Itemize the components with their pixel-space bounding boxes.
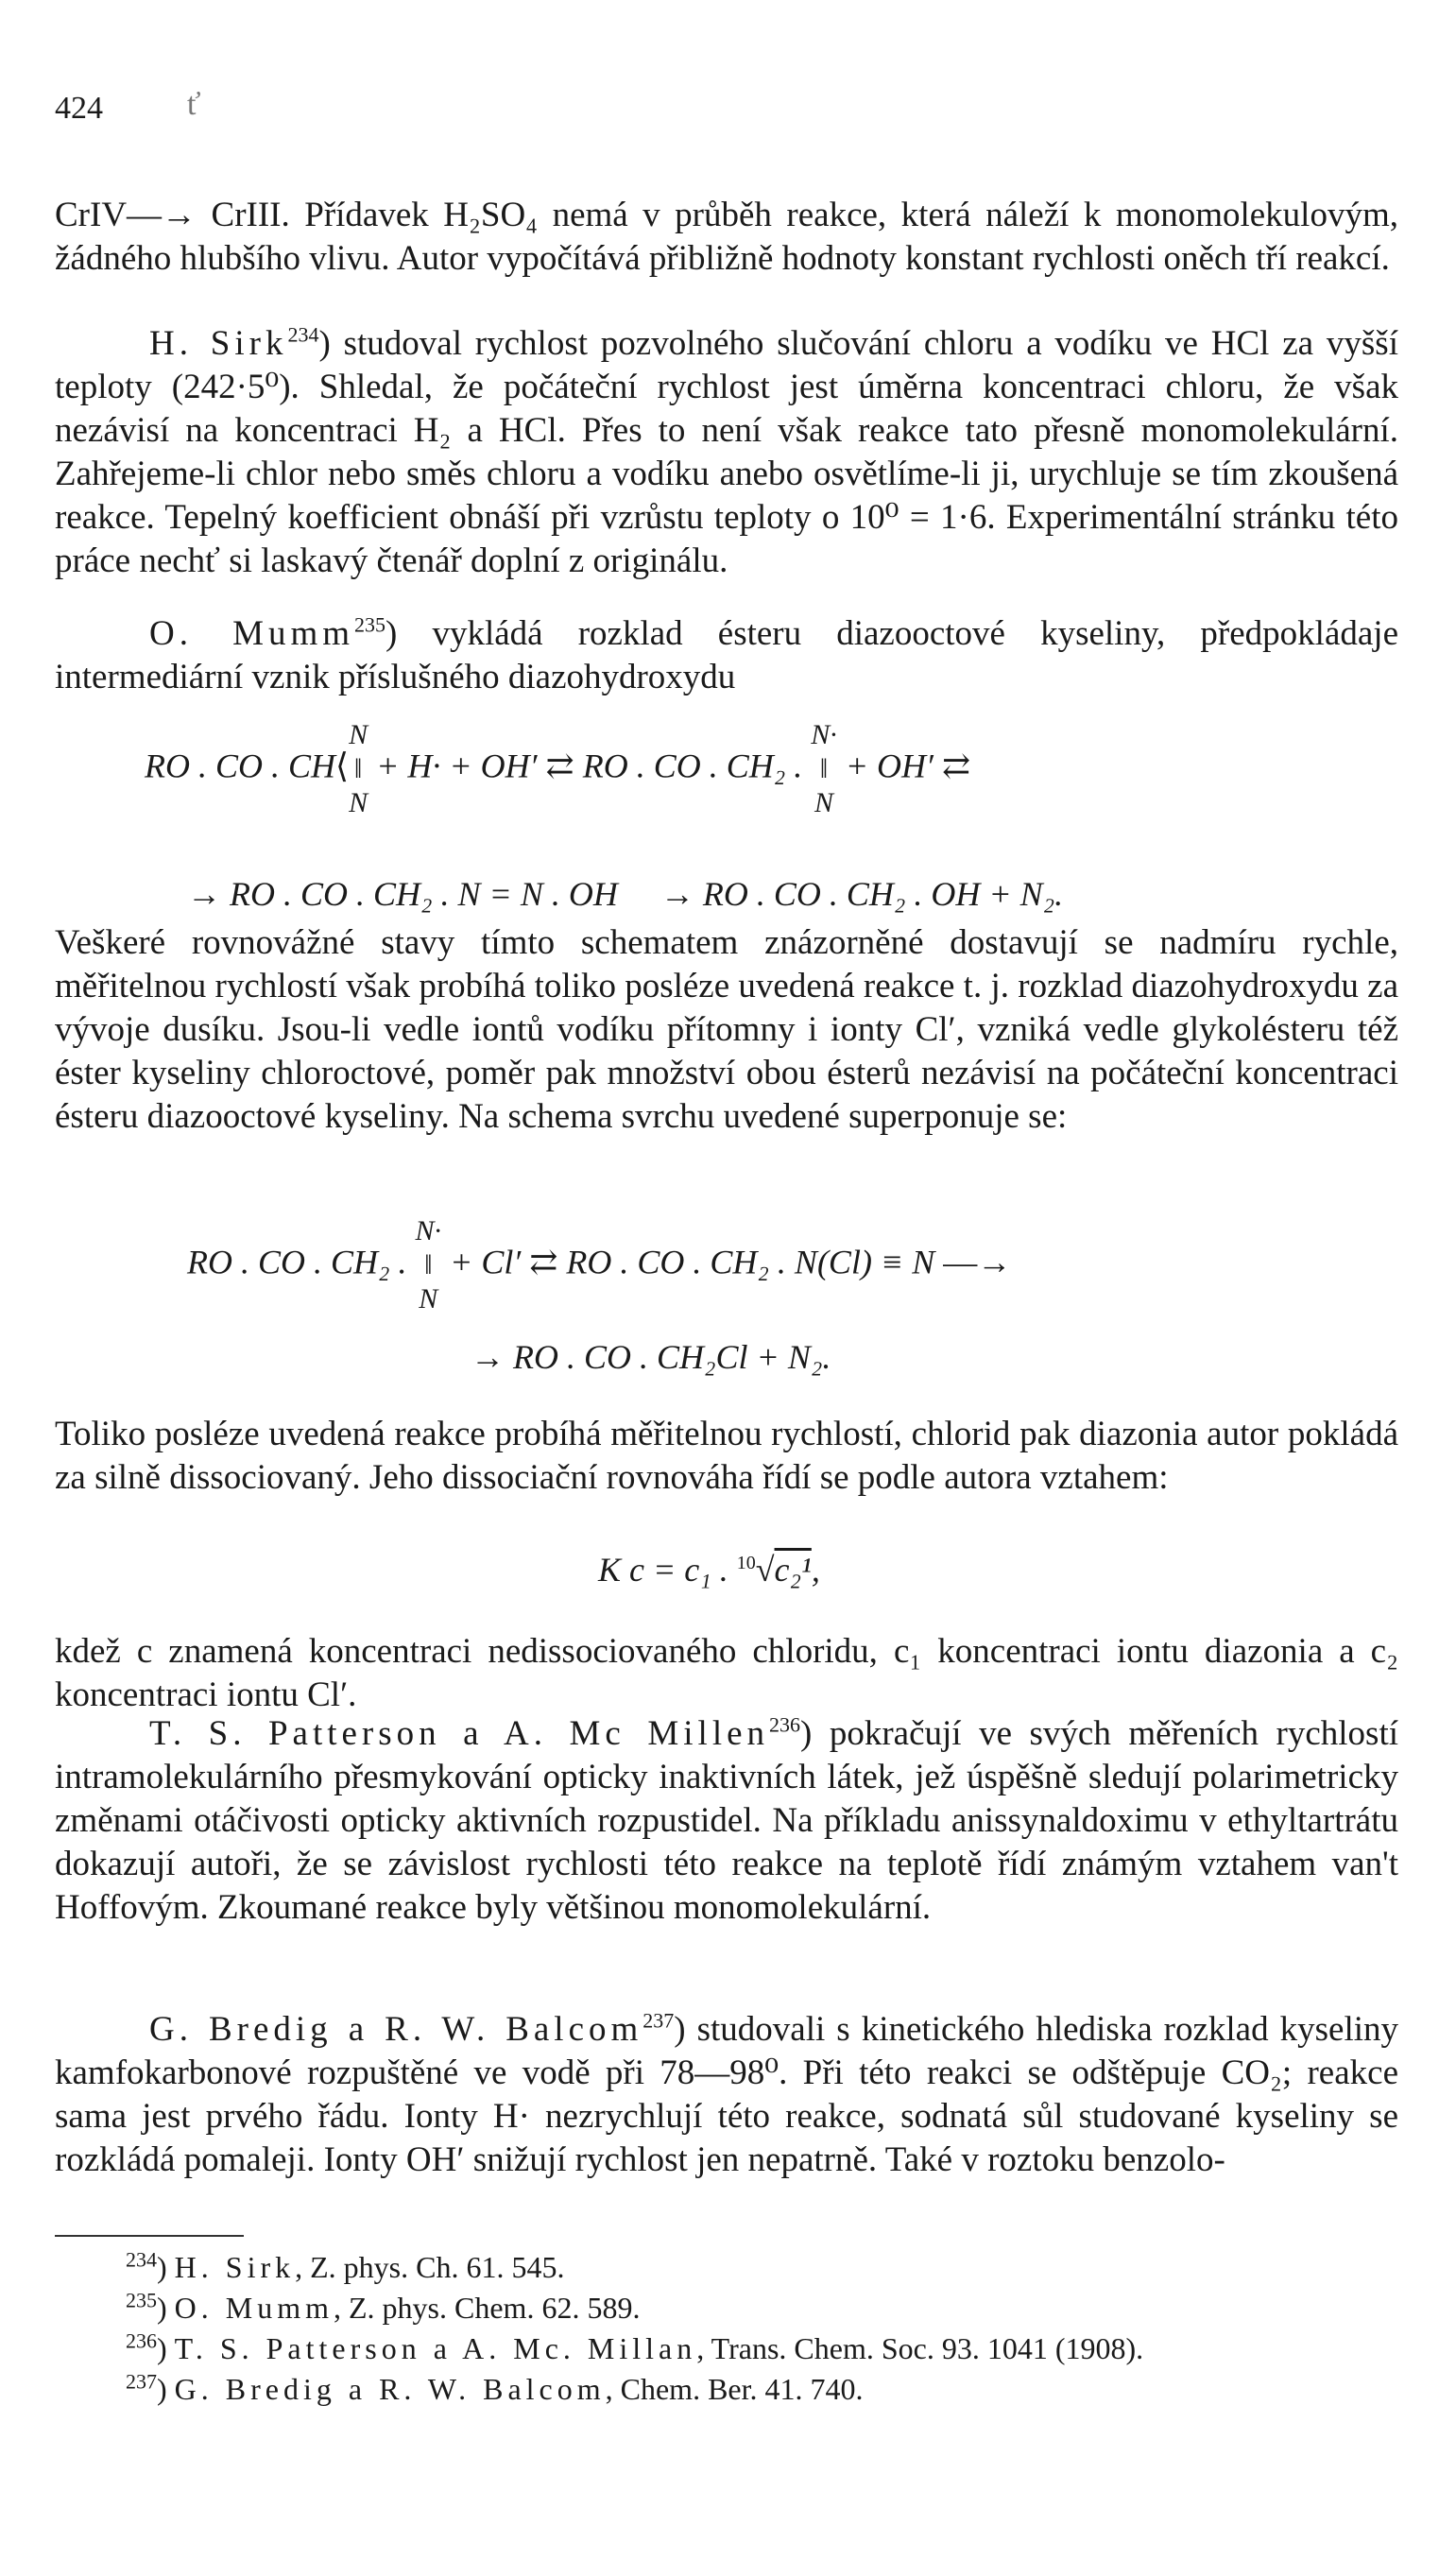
paragraph-3 xyxy=(55,612,1398,699)
footnote-divider xyxy=(55,2235,244,2237)
ref-234: 234 xyxy=(287,322,319,347)
eq1-ncharge-stack: N· ‖ N xyxy=(811,719,837,818)
ref-236: 236 xyxy=(769,1712,801,1737)
page-number: 424 xyxy=(55,91,103,126)
paragraph-1: CrIV—→ CrIII. Přídavek H₂SO₄ nemá v průběh reakce, která náleží k monomolekulovým, žádného hlubšího vlivu. Autor vypočítává přibližně hodnoty konstant rychlosti oněch tří reakcí. xyxy=(55,196,1398,278)
footnote-236: $^{236}$) T. S. Patterson a A. Mc. Millan, Trans. Chem. Soc. 93. 1041 (1908). xyxy=(126,2328,1144,2365)
footnote-234: $^{234}$) H. Sirk, Z. phys. Ch. 61. 545. xyxy=(126,2247,565,2284)
paragraph-8 xyxy=(55,2008,1398,2182)
corner-mark: ť xyxy=(187,87,201,122)
equation-1: RO . CO . CH⟨N ‖ N + H· + OH′ ⇄ RO . CO . CH₂ . N· ‖ N + OH′ ⇄ xyxy=(145,719,971,818)
ref-237: 237 xyxy=(642,2008,675,2033)
author-patterson: T. S. Patterson a A. Mc Millen xyxy=(149,1714,770,1753)
paragraph-2 xyxy=(55,322,1398,583)
equation-5: K c = c₁ . $^{10}$√c₂¹, xyxy=(598,1551,820,1589)
author-mumm: O. Mumm xyxy=(149,614,355,653)
equation-4: → RO . CO . CH₂Cl + N₂. xyxy=(471,1338,831,1376)
author-bredig: G. Bredig a R. W. Balcom xyxy=(149,2010,643,2049)
paragraph-4: Veškeré rovnovážné stavy tímto schematem znázorněné dostavují se nadmíru rychle, měřitelnou rychlostí však probíhá toliko posléze uvedená reakce t. j. rozklad diazohydroxydu za vývoje dusíku. Jsou-li vedle iontů vodíku přítomny i ionty Cl′, vzniká vedle glykolésteru též éster kyseliny chloroctové, poměr pak množství obou ésterů nezávisí na počáteční koncentraci ésteru diazooctové kyseliny. Na schema svrchu uvedené superponuje se: xyxy=(55,923,1398,1136)
eq1-n-stack: N ‖ N xyxy=(349,719,368,818)
paragraph-3-body: ) vykládá rozklad ésteru diazooctové kyseliny, předpokládaje intermediární vznik příslušného diazohydroxydu xyxy=(55,614,1398,696)
footnote-235: $^{235}$) O. Mumm, Z. phys. Chem. 62. 589. xyxy=(126,2288,641,2325)
paragraph-5: Toliko posléze uvedená reakce probíhá měřitelnou rychlostí, chlorid pak diazonia autor pokládá za silně dissociovaný. Jeho dissociační rovnováha řídí se podle autora vztahem: xyxy=(55,1415,1398,1497)
paragraph-7-body: ) pokračují ve svých měřeních rychlostí intramolekulárního přesmykování opticky inaktivních látek, jež úspěšně sledují polarimetricky změnami otáčivosti opticky aktivních rozpustidel. Na příkladu anissynaldoximu v ethyltartrátu dokazují autoři, že se závislost rychlosti této reakce na teplotě řídí známým vztahem van't Hoffovým. Zkoumané reakce byly většinou monomolekulární. xyxy=(55,1714,1399,1927)
footnote-237: $^{237}$) G. Bredig a R. W. Balcom, Chem. Ber. 41. 740. xyxy=(126,2369,864,2406)
equation-3: RO . CO . CH₂ . N· ‖ N + Cl′ ⇄ RO . CO . CH₂ . N(Cl) ≡ N —→ xyxy=(187,1215,1012,1314)
paragraph-6: kdež c znamená koncentraci nedissociovaného chloridu, c₁ koncentraci iontu diazonia a c₂ koncentraci iontu Cl′. xyxy=(55,1632,1398,1714)
paragraph-8-body: ) studovali s kinetického hlediska rozklad kyseliny kamfokarbonové rozpuštěné ve vodě při 78—98⁰. Při této reakci se odštěpuje CO₂; reakce sama jest prvého řádu. Ionty H· nezrychlují této reakce, sodnatá sůl studované kyseliny se rozkládá pomaleji. Ionty OH′ snižují rychlost jen nepatrně. Také v roztoku benzolo- xyxy=(55,2010,1398,2179)
ref-235: 235 xyxy=(354,612,386,637)
paragraph-7 xyxy=(55,1712,1398,1930)
paragraph-2-body: ) studoval rychlost pozvolného slučování chloru a vodíku ve HCl za vyšší teploty (242·5⁰). Shledal, že počáteční rychlost jest úměrna koncentraci chloru, že však nezávisí na koncentraci H₂ a HCl. Přes to není však reakce tato přesně monomolekulární. Zahřejeme-li chlor nebo směs chloru a vodíku anebo osvětlíme-li ji, urychluje se tím zkoušená reakce. Tepelný koefficient obnáší při vzrůstu teploty o 10⁰ = 1·6. Experimentální stránku této práce nechť si laskavý čtenář doplní z originálu. xyxy=(55,324,1398,580)
author-sirk: H. Sirk xyxy=(149,324,288,363)
equilibrium-arrow: ⇄ xyxy=(545,747,574,785)
footnotes xyxy=(55,2247,1398,2410)
eq3-ncharge-stack: N· ‖ N xyxy=(415,1215,442,1314)
equation-2: → RO . CO . CH₂ . N = N . OH → RO . CO . CH₂ . OH + N₂. xyxy=(187,875,1064,913)
